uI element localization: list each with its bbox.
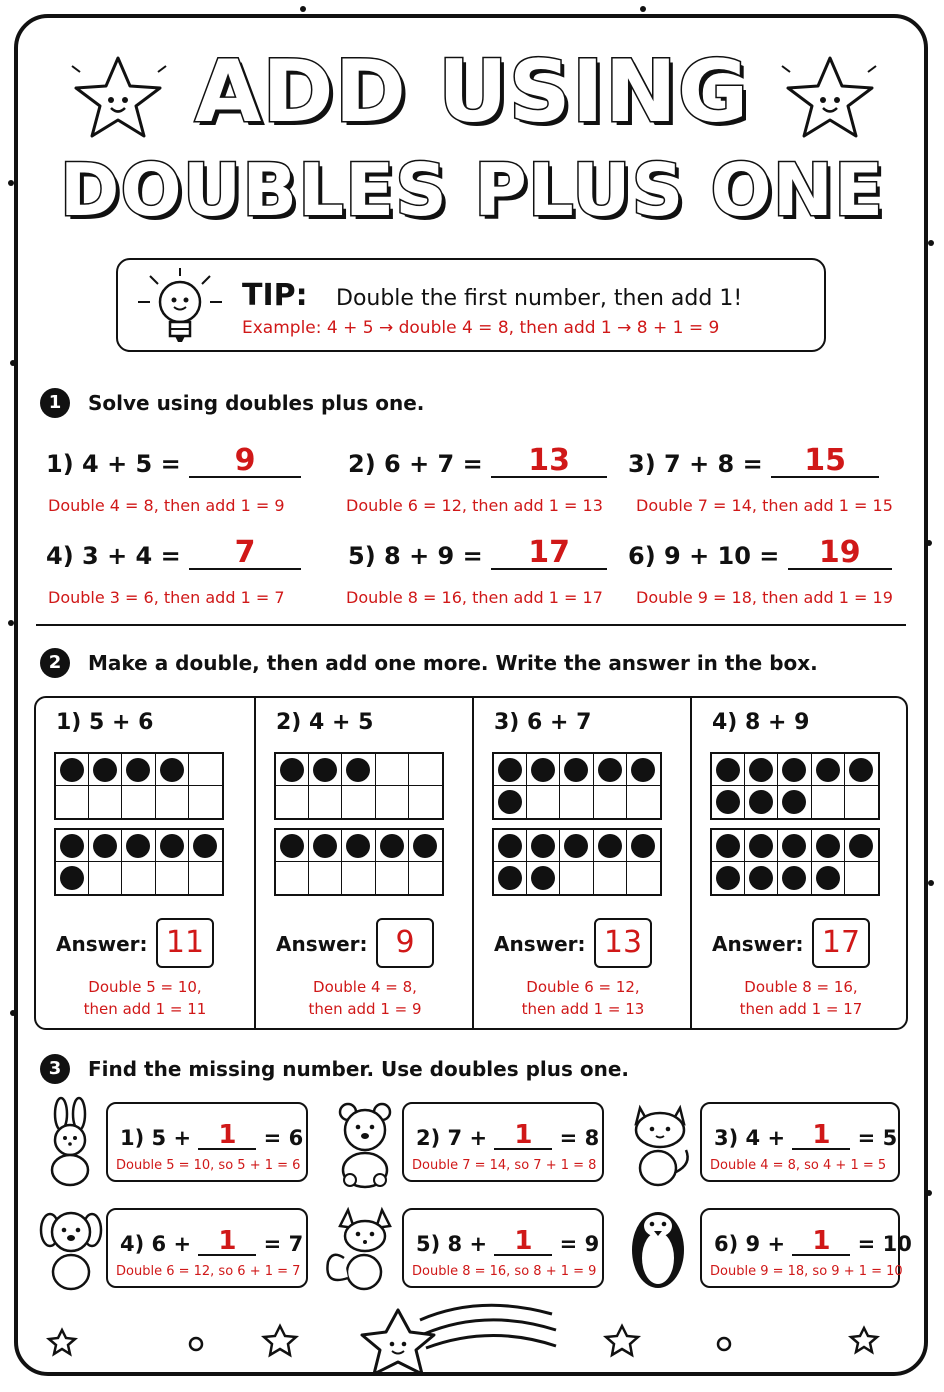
counter-dot bbox=[631, 834, 655, 858]
answer-label: Answer: bbox=[56, 932, 148, 956]
ten-frame-cell bbox=[89, 754, 122, 786]
problem-label: 2) 6 + 7 = bbox=[348, 450, 483, 478]
answer-box[interactable]: 9 bbox=[376, 918, 434, 968]
counter-dot bbox=[531, 758, 555, 782]
tip-box bbox=[116, 258, 826, 352]
ten-frame-cell bbox=[156, 862, 189, 894]
problem-label: 4) 3 + 4 = bbox=[46, 542, 181, 570]
counter-dot bbox=[816, 834, 840, 858]
counter-dot bbox=[749, 790, 773, 814]
equation bbox=[714, 1122, 897, 1150]
ten-frame-cell bbox=[845, 786, 878, 818]
ten-frame-cell bbox=[712, 786, 745, 818]
ten-frame-cell bbox=[122, 786, 155, 818]
counter-dot bbox=[564, 758, 588, 782]
ten-frame-cell bbox=[527, 786, 560, 818]
ten-frame-cell bbox=[409, 862, 442, 894]
ten-frame-cell bbox=[189, 786, 222, 818]
ten-frame-cell bbox=[594, 830, 627, 862]
hint-line: then add 1 = 17 bbox=[739, 1000, 863, 1018]
ten-frame-cell bbox=[494, 786, 527, 818]
ten-frame-cell bbox=[712, 862, 745, 894]
equation-suffix: = 10 bbox=[857, 1232, 912, 1256]
hint-line: Double 5 = 10, bbox=[88, 978, 202, 996]
missing-number-item-2 bbox=[402, 1102, 604, 1182]
counter-dot bbox=[160, 758, 184, 782]
equation-suffix: = 5 bbox=[857, 1126, 898, 1150]
missing-number-item-3 bbox=[700, 1102, 900, 1182]
ten-frame-cell bbox=[845, 830, 878, 862]
decor-dot bbox=[928, 880, 934, 886]
ten-frame-cell bbox=[778, 786, 811, 818]
answer-blank[interactable]: 1 bbox=[198, 1228, 256, 1256]
answer-blank[interactable]: 15 bbox=[771, 446, 879, 478]
counter-dot bbox=[346, 834, 370, 858]
ten-frame-cell bbox=[494, 862, 527, 894]
section-3-badge: 3 bbox=[40, 1054, 70, 1084]
ten-frame-bottom bbox=[710, 828, 880, 896]
smiling-star-icon bbox=[66, 48, 176, 148]
problem-label: 6) 9 + 10 = bbox=[628, 542, 780, 570]
item-hint bbox=[36, 976, 254, 1020]
ten-frame-top bbox=[54, 752, 224, 820]
ten-frame-cell bbox=[812, 754, 845, 786]
ten-frame-cell bbox=[376, 754, 409, 786]
equation bbox=[416, 1122, 599, 1150]
ten-frame-cell bbox=[778, 754, 811, 786]
footer-decoration bbox=[0, 1290, 944, 1386]
fox-icon bbox=[320, 1206, 394, 1292]
answer-label: Answer: bbox=[276, 932, 368, 956]
counter-dot bbox=[564, 834, 588, 858]
ten-frame-cell bbox=[745, 830, 778, 862]
ten-frame-item-2 bbox=[254, 698, 472, 1028]
ten-frame-cell bbox=[89, 862, 122, 894]
penguin-icon bbox=[628, 1204, 688, 1292]
ten-frame-cell bbox=[309, 786, 342, 818]
counter-dot bbox=[413, 834, 437, 858]
problem-hint: Double 9 = 18, then add 1 = 19 bbox=[636, 588, 893, 607]
counter-dot bbox=[280, 834, 304, 858]
ten-frame-cell bbox=[122, 862, 155, 894]
equation-suffix: = 6 bbox=[263, 1126, 304, 1150]
item-hint bbox=[474, 976, 692, 1020]
section-3-title: Find the missing number. Use doubles plus one. bbox=[88, 1057, 629, 1081]
ten-frame-bottom bbox=[492, 828, 662, 896]
decor-dot bbox=[926, 1190, 932, 1196]
answer-blank[interactable]: 1 bbox=[494, 1228, 552, 1256]
problem-hint: Double 6 = 12, then add 1 = 13 bbox=[346, 496, 603, 515]
equation-prefix: 4) 6 + bbox=[120, 1232, 192, 1256]
ten-frame-item-1 bbox=[36, 698, 254, 1028]
worksheet-title-line1: ADD USING bbox=[194, 42, 750, 142]
ten-frame-cell bbox=[342, 786, 375, 818]
ten-frame-item-3 bbox=[472, 698, 690, 1028]
ten-frame-cell bbox=[594, 862, 627, 894]
counter-dot bbox=[498, 866, 522, 890]
counter-dot bbox=[749, 834, 773, 858]
counter-dot bbox=[631, 758, 655, 782]
counter-dot bbox=[782, 866, 806, 890]
ten-frame-cell bbox=[409, 786, 442, 818]
counter-dot bbox=[380, 834, 404, 858]
item-hint: Double 7 = 14, so 7 + 1 = 8 bbox=[412, 1158, 597, 1173]
missing-number-item-5 bbox=[402, 1208, 604, 1288]
section-1-title: Solve using doubles plus one. bbox=[88, 391, 425, 415]
answer-blank[interactable]: 1 bbox=[494, 1122, 552, 1150]
answer-label: Answer: bbox=[494, 932, 586, 956]
bear-icon bbox=[334, 1100, 396, 1190]
ten-frame-cell bbox=[712, 830, 745, 862]
counter-dot bbox=[498, 790, 522, 814]
counter-dot bbox=[60, 866, 84, 890]
ten-frame-cell bbox=[156, 830, 189, 862]
counter-dot bbox=[598, 758, 622, 782]
ten-frame-cell bbox=[122, 754, 155, 786]
ten-frame-top bbox=[274, 752, 444, 820]
answer-box[interactable]: 17 bbox=[812, 918, 870, 968]
decor-dot bbox=[8, 620, 14, 626]
item-hint: Double 5 = 10, so 5 + 1 = 6 bbox=[116, 1158, 301, 1173]
bunny-icon bbox=[42, 1096, 98, 1188]
missing-number-item-4 bbox=[106, 1208, 308, 1288]
section-2-title: Make a double, then add one more. Write the answer in the box. bbox=[88, 651, 818, 675]
smiling-star-icon bbox=[772, 48, 882, 148]
ten-frame-cell bbox=[56, 862, 89, 894]
item-hint: Double 6 = 12, so 6 + 1 = 7 bbox=[116, 1264, 301, 1279]
ten-frame-cell bbox=[276, 830, 309, 862]
ten-frame-cell bbox=[309, 830, 342, 862]
small-circle-icon bbox=[190, 1338, 202, 1350]
ten-frame-cell bbox=[56, 754, 89, 786]
counter-dot bbox=[313, 834, 337, 858]
ten-frame-cell bbox=[594, 754, 627, 786]
hint-line: then add 1 = 13 bbox=[521, 1000, 645, 1018]
counter-dot bbox=[60, 834, 84, 858]
counter-dot bbox=[849, 758, 873, 782]
ten-frame-cell bbox=[276, 754, 309, 786]
ten-frame-top bbox=[710, 752, 880, 820]
decor-dot bbox=[640, 6, 646, 12]
ten-frame-cell bbox=[745, 754, 778, 786]
problem-hint: Double 4 = 8, then add 1 = 9 bbox=[48, 496, 285, 515]
problem-hint: Double 7 = 14, then add 1 = 15 bbox=[636, 496, 893, 515]
counter-dot bbox=[598, 834, 622, 858]
counter-dot bbox=[346, 758, 370, 782]
ten-frame-cell bbox=[527, 754, 560, 786]
item-hint bbox=[256, 976, 474, 1020]
equation bbox=[120, 1228, 303, 1256]
answer-blank[interactable]: 19 bbox=[788, 538, 892, 570]
equation-prefix: 3) 4 + bbox=[714, 1126, 786, 1150]
ten-frame-cell bbox=[409, 830, 442, 862]
answer-blank[interactable]: 1 bbox=[792, 1122, 850, 1150]
ten-frame-cell bbox=[560, 754, 593, 786]
counter-dot bbox=[531, 866, 555, 890]
ten-frame-bottom bbox=[54, 828, 224, 896]
hint-line: Double 4 = 8, bbox=[313, 978, 417, 996]
equation bbox=[416, 1228, 599, 1256]
hint-line: Double 6 = 12, bbox=[526, 978, 640, 996]
section-2-badge: 2 bbox=[40, 648, 70, 678]
item-hint bbox=[692, 976, 910, 1020]
small-star-icon bbox=[851, 1328, 877, 1352]
ten-frame-cell bbox=[778, 830, 811, 862]
counter-dot bbox=[498, 834, 522, 858]
equation-prefix: 1) 5 + bbox=[120, 1126, 192, 1150]
equation-suffix: = 7 bbox=[263, 1232, 304, 1256]
decor-dot bbox=[928, 240, 934, 246]
ten-frame-cell bbox=[342, 862, 375, 894]
decor-dot bbox=[10, 1010, 16, 1016]
counter-dot bbox=[60, 758, 84, 782]
equation-suffix: = 8 bbox=[559, 1126, 600, 1150]
problem-3 bbox=[628, 443, 879, 478]
counter-dot bbox=[716, 834, 740, 858]
ten-frame-cell bbox=[376, 786, 409, 818]
answer-blank[interactable]: 13 bbox=[491, 446, 607, 478]
ten-frame-cell bbox=[376, 830, 409, 862]
counter-dot bbox=[816, 758, 840, 782]
section-1-badge: 1 bbox=[40, 388, 70, 418]
ten-frame-cell bbox=[89, 830, 122, 862]
counter-dot bbox=[126, 758, 150, 782]
ten-frame-cell bbox=[712, 754, 745, 786]
cat-icon bbox=[626, 1102, 694, 1188]
counter-dot bbox=[782, 834, 806, 858]
small-star-icon bbox=[264, 1326, 296, 1355]
ten-frame-cell bbox=[309, 754, 342, 786]
counter-dot bbox=[280, 758, 304, 782]
ten-frame-top bbox=[492, 752, 662, 820]
ten-frame-cell bbox=[189, 754, 222, 786]
problem-label: 3) 7 + 8 = bbox=[628, 450, 763, 478]
answer-blank[interactable]: 17 bbox=[491, 538, 607, 570]
lightbulb-icon bbox=[132, 268, 228, 352]
counter-dot bbox=[782, 758, 806, 782]
counter-dot bbox=[160, 834, 184, 858]
equation-prefix: 2) 7 + bbox=[416, 1126, 488, 1150]
counter-dot bbox=[126, 834, 150, 858]
counter-dot bbox=[93, 758, 117, 782]
ten-frame-cell bbox=[56, 786, 89, 818]
ten-frame-cell bbox=[845, 862, 878, 894]
ten-frame-cell bbox=[409, 754, 442, 786]
item-label: 1) 5 + 6 bbox=[56, 710, 154, 735]
counter-dot bbox=[816, 866, 840, 890]
hint-line: Double 8 = 16, bbox=[744, 978, 858, 996]
counter-dot bbox=[749, 758, 773, 782]
ten-frame-cell bbox=[89, 786, 122, 818]
ten-frame-cell bbox=[189, 830, 222, 862]
ten-frame-cell bbox=[342, 830, 375, 862]
ten-frame-cell bbox=[745, 862, 778, 894]
counter-dot bbox=[93, 834, 117, 858]
item-label: 4) 8 + 9 bbox=[712, 710, 810, 735]
decor-dot bbox=[10, 360, 16, 366]
problem-hint: Double 3 = 6, then add 1 = 7 bbox=[48, 588, 285, 607]
item-label: 3) 6 + 7 bbox=[494, 710, 592, 735]
ten-frame-cell bbox=[560, 830, 593, 862]
worksheet-title-line2: DOUBLES PLUS ONE bbox=[59, 148, 885, 232]
answer-box[interactable]: 11 bbox=[156, 918, 214, 968]
problem-2 bbox=[348, 443, 607, 478]
ten-frame-cell bbox=[812, 830, 845, 862]
ten-frame-cell bbox=[156, 786, 189, 818]
tip-label: TIP: bbox=[242, 278, 308, 313]
answer-label: Answer: bbox=[712, 932, 804, 956]
hint-line: then add 1 = 11 bbox=[83, 1000, 207, 1018]
problem-1 bbox=[46, 443, 301, 478]
equation-suffix: = 9 bbox=[559, 1232, 600, 1256]
hint-line: then add 1 = 9 bbox=[308, 1000, 422, 1018]
item-hint: Double 9 = 18, so 9 + 1 = 10 bbox=[710, 1264, 903, 1279]
ten-frame-cell bbox=[276, 862, 309, 894]
item-hint: Double 4 = 8, so 4 + 1 = 5 bbox=[710, 1158, 887, 1173]
answer-blank[interactable]: 7 bbox=[189, 538, 301, 570]
ten-frame-cell bbox=[745, 786, 778, 818]
missing-number-item-6 bbox=[700, 1208, 912, 1288]
counter-dot bbox=[782, 790, 806, 814]
ten-frame-panel bbox=[34, 696, 908, 1030]
ten-frame-cell bbox=[494, 830, 527, 862]
ten-frame-cell bbox=[627, 754, 660, 786]
answer-blank[interactable]: 1 bbox=[198, 1122, 256, 1150]
ten-frame-cell bbox=[527, 830, 560, 862]
equation bbox=[714, 1228, 912, 1256]
ten-frame-cell bbox=[560, 862, 593, 894]
item-label: 2) 4 + 5 bbox=[276, 710, 374, 735]
tip-example: Example: 4 + 5 → double 4 = 8, then add 1 → 8 + 1 = 9 bbox=[242, 318, 720, 338]
problem-hint: Double 8 = 16, then add 1 = 17 bbox=[346, 588, 603, 607]
item-hint: Double 8 = 16, so 8 + 1 = 9 bbox=[412, 1264, 597, 1279]
small-star-icon bbox=[49, 1330, 75, 1354]
counter-dot bbox=[531, 834, 555, 858]
problem-5 bbox=[348, 535, 607, 570]
puppy-icon bbox=[38, 1206, 104, 1292]
ten-frame-cell bbox=[494, 754, 527, 786]
problem-6 bbox=[628, 535, 892, 570]
section-divider bbox=[36, 624, 906, 626]
ten-frame-cell bbox=[812, 786, 845, 818]
ten-frame-cell bbox=[627, 786, 660, 818]
answer-box[interactable]: 13 bbox=[594, 918, 652, 968]
ten-frame-cell bbox=[342, 754, 375, 786]
ten-frame-cell bbox=[276, 786, 309, 818]
ten-frame-cell bbox=[56, 830, 89, 862]
ten-frame-cell bbox=[376, 862, 409, 894]
shooting-star-icon bbox=[362, 1305, 556, 1374]
counter-dot bbox=[716, 866, 740, 890]
ten-frame-cell bbox=[122, 830, 155, 862]
tip-text: Double the first number, then add 1! bbox=[336, 286, 743, 311]
problem-label: 1) 4 + 5 = bbox=[46, 450, 181, 478]
ten-frame-cell bbox=[627, 862, 660, 894]
counter-dot bbox=[716, 790, 740, 814]
ten-frame-item-4 bbox=[690, 698, 908, 1028]
small-star-icon bbox=[606, 1326, 638, 1355]
ten-frame-cell bbox=[189, 862, 222, 894]
answer-blank[interactable]: 1 bbox=[792, 1228, 850, 1256]
counter-dot bbox=[313, 758, 337, 782]
problem-4 bbox=[46, 535, 301, 570]
equation-prefix: 5) 8 + bbox=[416, 1232, 488, 1256]
ten-frame-cell bbox=[156, 754, 189, 786]
ten-frame-cell bbox=[627, 830, 660, 862]
ten-frame-bottom bbox=[274, 828, 444, 896]
counter-dot bbox=[849, 834, 873, 858]
answer-blank[interactable]: 9 bbox=[189, 446, 301, 478]
small-circle-icon bbox=[718, 1338, 730, 1350]
equation-prefix: 6) 9 + bbox=[714, 1232, 786, 1256]
counter-dot bbox=[193, 834, 217, 858]
counter-dot bbox=[498, 758, 522, 782]
equation bbox=[120, 1122, 303, 1150]
ten-frame-cell bbox=[594, 786, 627, 818]
ten-frame-cell bbox=[778, 862, 811, 894]
problem-label: 5) 8 + 9 = bbox=[348, 542, 483, 570]
ten-frame-cell bbox=[309, 862, 342, 894]
ten-frame-cell bbox=[812, 862, 845, 894]
decor-dot bbox=[926, 540, 932, 546]
ten-frame-cell bbox=[845, 754, 878, 786]
counter-dot bbox=[749, 866, 773, 890]
decor-dot bbox=[300, 6, 306, 12]
ten-frame-cell bbox=[560, 786, 593, 818]
counter-dot bbox=[716, 758, 740, 782]
missing-number-item-1 bbox=[106, 1102, 308, 1182]
ten-frame-cell bbox=[527, 862, 560, 894]
